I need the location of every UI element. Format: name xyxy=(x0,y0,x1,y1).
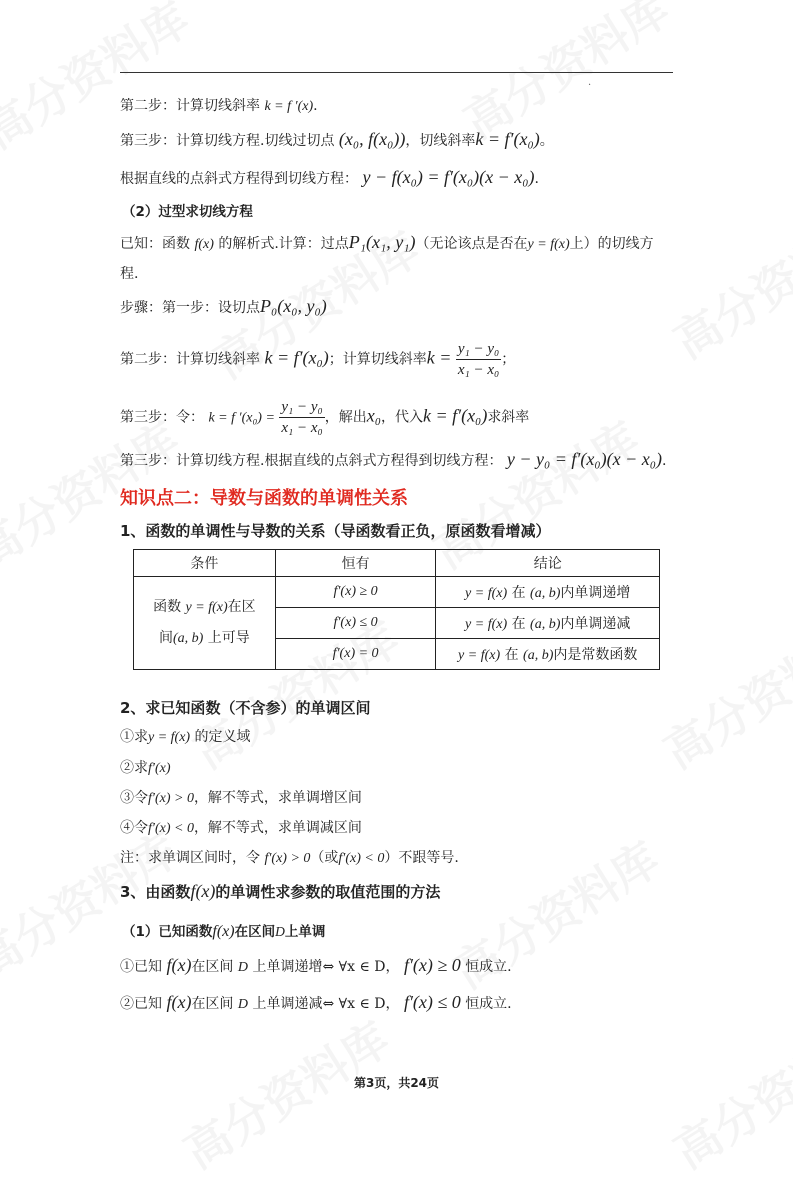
item-math: f′(x) > 0 xyxy=(148,791,194,806)
item-text: ，解不等式，求单调增区间 xyxy=(193,790,362,806)
punct: . xyxy=(534,171,539,187)
cond-text: 上可导 xyxy=(207,630,250,646)
watermark xyxy=(170,1004,400,1182)
slope-fraction xyxy=(456,340,501,379)
header-always: 恒有 xyxy=(275,550,436,577)
note-text: 注：求单调区间时，令 xyxy=(120,850,260,866)
sub1-text: （1）已知函数 xyxy=(122,924,213,940)
p-step3-text: 第三步：令： xyxy=(120,409,204,426)
frac-denominator: x₁ − x₀ xyxy=(457,362,500,378)
subsection-1-heading xyxy=(122,920,325,941)
given-wrap: 程. xyxy=(120,266,139,282)
p-step2-k: k = xyxy=(426,347,452,368)
conclusion-cell xyxy=(436,608,660,639)
given-line xyxy=(120,232,654,255)
increasing-condition xyxy=(120,955,512,978)
note-line xyxy=(120,848,459,869)
note-math: f′(x) > 0 xyxy=(264,851,311,866)
item-text: 的定义域 xyxy=(194,729,251,745)
punct: . xyxy=(313,98,318,114)
monotonicity-table xyxy=(133,549,660,670)
res-tail: 内单调递增 xyxy=(560,585,631,601)
step1-line xyxy=(120,296,327,318)
section-3-heading xyxy=(120,881,440,902)
sec3-math: f(x) xyxy=(190,881,216,901)
dec-text: 恒成立. xyxy=(465,996,512,1012)
frac-numerator: y₁ − y₀ xyxy=(456,340,501,360)
given-point: P₁(x₁, y₁) xyxy=(348,232,416,252)
sub1-text: 上单调 xyxy=(284,924,326,940)
res-in: 在 xyxy=(504,647,519,663)
sec3-text: 的单调性求参数的取值范围的方法 xyxy=(215,883,441,901)
p-step3-mid: ，解出 xyxy=(324,409,367,426)
p-step3-sub: k = f′(x₀) xyxy=(423,405,488,426)
frac-denominator: x₁ − x₀ xyxy=(281,420,323,436)
pointslope-line xyxy=(120,167,539,189)
p-step3b-line xyxy=(120,449,666,471)
list-item xyxy=(120,727,251,748)
punct: ； xyxy=(501,351,516,368)
watermark xyxy=(660,194,793,372)
derivative-condition: f′(x) ≤ 0 xyxy=(275,608,436,639)
item-math: y = f(x) xyxy=(148,730,191,745)
res-in: 在 xyxy=(511,616,526,632)
inc-text: 恒成立. xyxy=(465,959,512,975)
inc-math: f′(x) ≥ 0 xyxy=(403,955,461,975)
item-math: f′(x) < 0 xyxy=(148,821,194,836)
given-mid: 的解析式.计算：过点 xyxy=(218,236,349,252)
table-header-row xyxy=(134,550,660,577)
inc-text: 上单调递增⇔ ∀x ∈ D， xyxy=(252,959,400,975)
inc-D: D xyxy=(237,960,249,975)
note-text: （或 xyxy=(310,850,339,866)
watermark xyxy=(660,1004,793,1182)
p-step3-line xyxy=(120,398,529,437)
inc-text: 在区间 xyxy=(191,959,234,975)
section-2-heading: 2、求已知函数（不含参）的单调区间 xyxy=(120,699,371,717)
given-end: 上）的切线方 xyxy=(569,236,654,252)
dec-D: D xyxy=(237,997,249,1012)
p-step3-mid2: ，代入 xyxy=(381,409,423,426)
inc-f: f(x) xyxy=(166,955,192,975)
tangent-slope: k = f′(x₀) xyxy=(475,129,540,149)
res-func: y = f(x) xyxy=(458,648,501,663)
punct: 。 xyxy=(539,133,554,149)
derivative-condition: f′(x) = 0 xyxy=(275,639,436,670)
list-item xyxy=(120,818,362,839)
step3-mid: ，切线斜率 xyxy=(405,133,476,149)
p-step3-x0: x₀ xyxy=(366,405,381,426)
knowledge-point-title: 知识点二：导数与函数的单调性关系 xyxy=(120,488,408,509)
header-dot: · xyxy=(588,80,592,91)
step2-line xyxy=(120,96,318,117)
punct: . xyxy=(661,453,667,469)
watermark xyxy=(650,604,793,782)
given-curve: y = f(x) xyxy=(527,237,570,252)
cond-text: 间 xyxy=(158,630,173,646)
res-func: y = f(x) xyxy=(465,617,508,632)
cond-func: y = f(x) xyxy=(185,600,228,615)
slope-fraction-2 xyxy=(279,398,324,437)
pointslope-text: 根据直线的点斜式方程得到切线方程： xyxy=(120,171,358,187)
passing-heading: （2）过型求切线方程 xyxy=(122,204,253,220)
conclusion-cell xyxy=(436,577,660,608)
res-in: 在 xyxy=(511,585,526,601)
res-interval: (a, b) xyxy=(530,586,561,601)
sec3-text: 3、由函数 xyxy=(120,883,191,901)
dec-f: f(x) xyxy=(166,992,192,1012)
derivative-condition: f′(x) ≥ 0 xyxy=(275,577,436,608)
p-step2-line xyxy=(120,340,515,379)
item-prefix: ③令 xyxy=(120,790,148,806)
list-item xyxy=(120,758,171,779)
p-step3b-formula: y − y₀ = f′(x₀)(x − x₀) xyxy=(506,449,662,469)
list-item xyxy=(120,788,362,809)
res-interval: (a, b) xyxy=(523,648,554,663)
res-interval: (a, b) xyxy=(530,617,561,632)
res-func: y = f(x) xyxy=(465,586,508,601)
sub1-text: 在区间 xyxy=(234,924,276,940)
cond-text: 函数 xyxy=(153,599,182,615)
p-step3b-text: 第三步：计算切线方程.根据直线的点斜式方程得到切线方程： xyxy=(120,453,503,469)
condition-cell xyxy=(134,577,276,670)
dec-text: 在区间 xyxy=(191,996,234,1012)
p-step2-slope: k = f′(x₀) xyxy=(264,347,329,368)
page-footer: 第3页，共24页 xyxy=(353,1076,440,1090)
step1-text: 步骤：第一步：设切点 xyxy=(120,300,260,316)
res-tail: 内是常数函数 xyxy=(553,647,638,663)
conclusion-cell xyxy=(436,639,660,670)
p-step2-mid: ；计算切线斜率 xyxy=(328,351,427,368)
item-text: ，解不等式，求单调减区间 xyxy=(193,820,362,836)
header-condition: 条件 xyxy=(134,550,276,577)
item-math: f′(x) xyxy=(148,761,171,776)
step2-formula: k = f ′(x) xyxy=(264,99,314,114)
p-step3-end: 求斜率 xyxy=(487,409,530,426)
tangent-point: (x₀, f(x₀)) xyxy=(338,129,406,149)
sub1-math: f(x) xyxy=(212,923,235,940)
pointslope-formula: y − f(x₀) = f′(x₀)(x − x₀) xyxy=(362,167,535,187)
decreasing-condition xyxy=(120,992,512,1015)
item-prefix: ②求 xyxy=(120,760,148,776)
given-f: f(x) xyxy=(194,237,214,252)
inc-text: ①已知 xyxy=(120,959,162,975)
step3-text: 第三步：计算切线方程.切线过切点 xyxy=(120,133,335,149)
dec-text: 上单调递减⇔ ∀x ∈ D， xyxy=(252,996,400,1012)
step3-line xyxy=(120,129,554,151)
note-math: f′(x) < 0 xyxy=(338,851,385,866)
p-step3-eq: k = f ′(x₀) = xyxy=(208,410,275,426)
note-text: ）不跟等号. xyxy=(384,850,459,866)
item-prefix: ④令 xyxy=(120,820,148,836)
p-step2-text: 第二步：计算切线斜率 xyxy=(120,351,260,368)
section-1-heading: 1、函数的单调性与导数的关系（导函数看正负，原函数看增减） xyxy=(120,522,551,540)
given-text: 已知：函数 xyxy=(120,236,190,252)
step2-text: 第二步：计算切线斜率 xyxy=(120,98,260,114)
header-conclusion: 结论 xyxy=(436,550,660,577)
sub1-D: D xyxy=(275,924,285,939)
dec-math: f′(x) ≤ 0 xyxy=(403,992,461,1012)
item-prefix: ①求 xyxy=(120,729,148,745)
res-tail: 内单调递减 xyxy=(560,616,631,632)
given-paren: （无论该点是否在 xyxy=(415,236,528,252)
step1-point: P₀(x₀, y₀) xyxy=(260,296,327,316)
cond-interval: (a, b) xyxy=(172,631,204,646)
dec-text: ②已知 xyxy=(120,996,162,1012)
cond-text: 在区 xyxy=(227,599,256,615)
header-rule xyxy=(120,72,673,73)
table-row xyxy=(134,577,660,608)
frac-numerator: y₁ − y₀ xyxy=(279,398,324,418)
